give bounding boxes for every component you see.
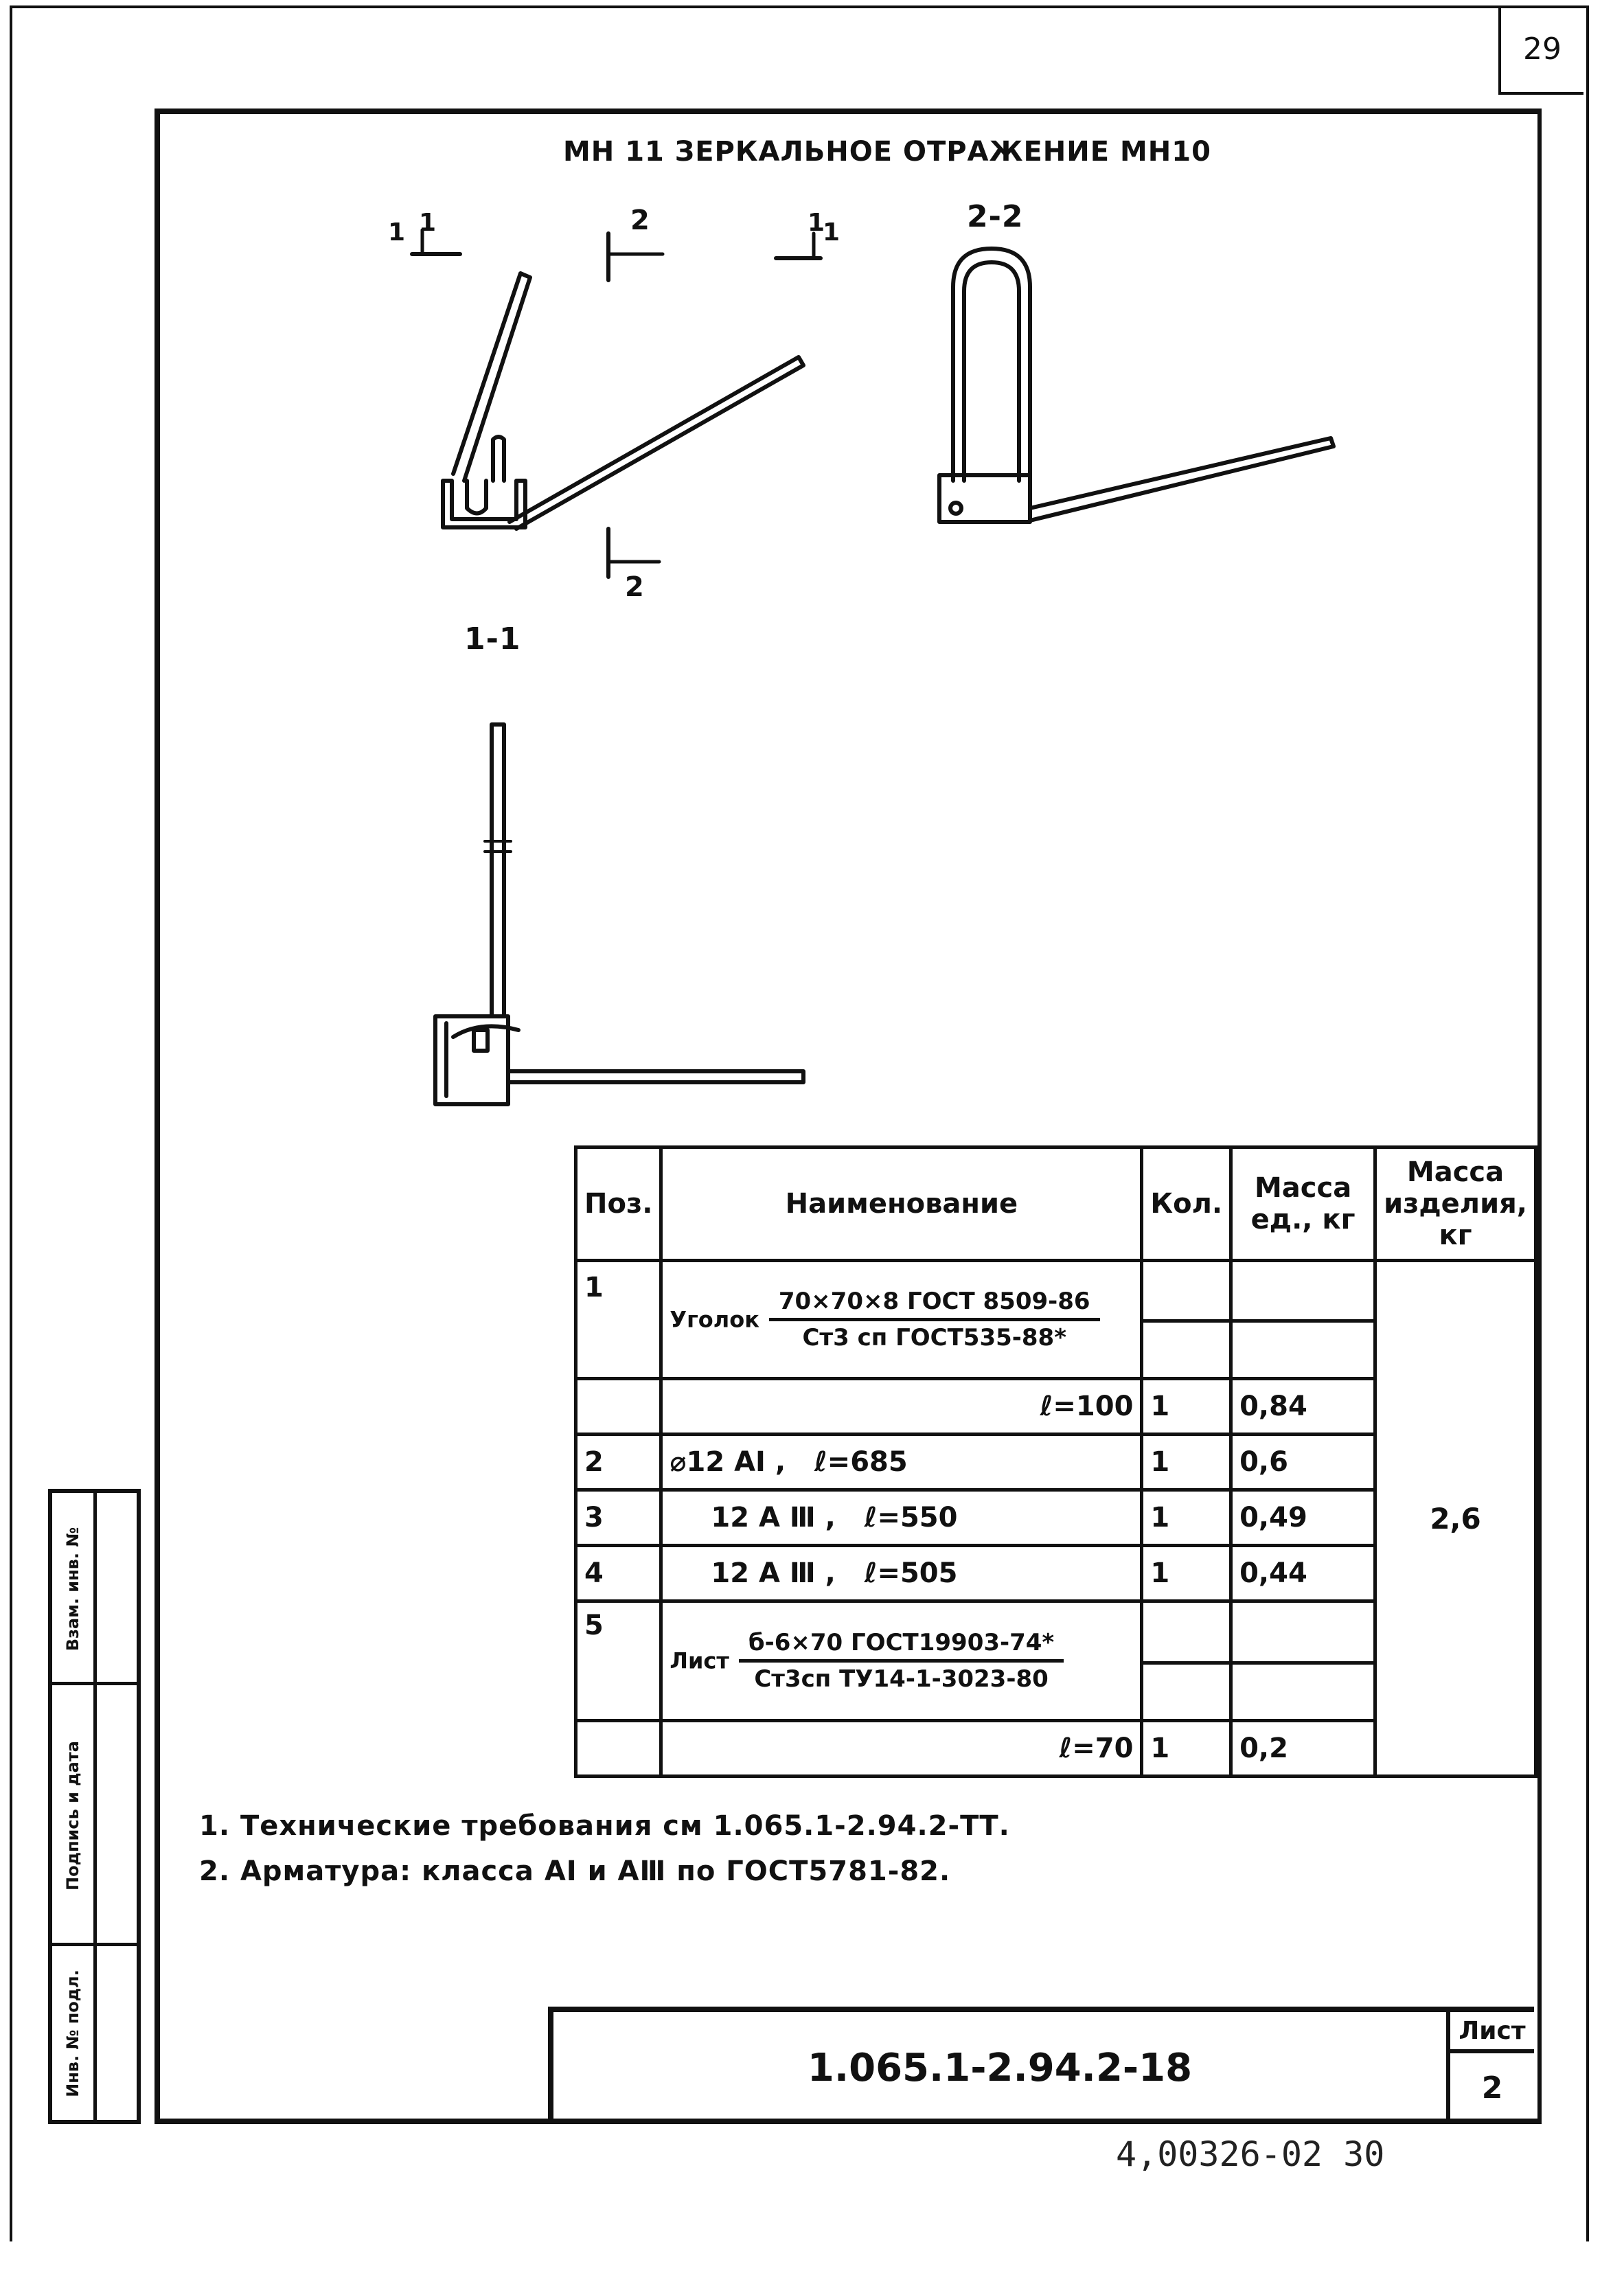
row-mass: 0,2 bbox=[1231, 1721, 1375, 1777]
row-pos bbox=[576, 1379, 661, 1435]
sidebar-cell bbox=[52, 1493, 137, 1685]
row-mass bbox=[1231, 1261, 1375, 1321]
row-name: 12 А Ⅲ , ℓ=505 bbox=[661, 1546, 1142, 1601]
header-pos: Поз. bbox=[576, 1148, 661, 1261]
section-mark-b-top: 2 bbox=[630, 205, 650, 236]
title-block bbox=[548, 2007, 1534, 2124]
page-number: 29 bbox=[1498, 5, 1583, 95]
view-label-1-1: 1-1 bbox=[464, 621, 521, 657]
row-name bbox=[661, 1261, 1142, 1379]
row-mass: 0,84 bbox=[1231, 1379, 1375, 1435]
sheet-number: 2 bbox=[1481, 2070, 1503, 2105]
row-qty: 1 bbox=[1142, 1721, 1231, 1777]
row-qty: 1 bbox=[1142, 1379, 1231, 1435]
note-2: 2. Арматура: класса АI и АⅢ по ГОСТ5781-82. bbox=[199, 1856, 951, 1887]
approval-sidebar bbox=[48, 1489, 141, 2124]
table-row bbox=[576, 1261, 1536, 1321]
row-mass: 0,6 bbox=[1231, 1435, 1375, 1490]
row-mass bbox=[1231, 1663, 1375, 1721]
item-name: Уголок bbox=[670, 1306, 759, 1333]
header-unit-mass: Масса ед., кг bbox=[1231, 1148, 1375, 1261]
row-qty: 1 bbox=[1142, 1490, 1231, 1546]
row-mass: 0,49 bbox=[1231, 1490, 1375, 1546]
row-qty bbox=[1142, 1663, 1231, 1721]
row-length: ℓ=70 bbox=[661, 1721, 1142, 1777]
section-2-2-view bbox=[939, 249, 1334, 522]
fraction-numerator: б-6×70 ГОСТ19903-74* bbox=[739, 1629, 1064, 1663]
row-name: ⌀12 АI , ℓ=685 bbox=[661, 1435, 1142, 1490]
header-qty: Кол. bbox=[1142, 1148, 1231, 1261]
main-view bbox=[443, 273, 803, 529]
sidebar-label-signature-date: Подпись и дата bbox=[63, 1741, 82, 1891]
fraction-numerator: 70×70×8 ГОСТ 8509-86 bbox=[769, 1288, 1100, 1321]
total-mass: 2,6 bbox=[1375, 1261, 1536, 1777]
section-mark-c-left: 1 bbox=[808, 209, 826, 237]
view-label-2-2: 2-2 bbox=[967, 199, 1024, 234]
item-name: Лист bbox=[670, 1647, 729, 1674]
sheet-cell bbox=[1446, 2012, 1534, 2124]
sidebar-cell bbox=[52, 1685, 137, 1946]
header-name: Наименование bbox=[661, 1148, 1142, 1261]
section-mark-b-bottom: 2 bbox=[625, 571, 645, 603]
row-mass bbox=[1231, 1321, 1375, 1379]
row-length: ℓ=100 bbox=[661, 1379, 1142, 1435]
fraction-denominator: Ст3 сп ГОСТ535-88* bbox=[802, 1324, 1066, 1351]
spec-header-row bbox=[576, 1148, 1536, 1261]
row-pos: 4 bbox=[576, 1546, 661, 1601]
sidebar-label-replace-inv: Взам. инв. № bbox=[63, 1527, 82, 1652]
item-fraction bbox=[739, 1629, 1064, 1693]
item-fraction bbox=[769, 1288, 1100, 1351]
note-1: 1. Технические требования см 1.065.1-2.94.2-ТТ. bbox=[199, 1810, 1010, 1842]
row-mass: 0,44 bbox=[1231, 1546, 1375, 1601]
section-mark-c-right: 1 bbox=[823, 218, 841, 247]
row-pos: 1 bbox=[576, 1261, 661, 1379]
row-pos: 3 bbox=[576, 1490, 661, 1546]
section-mark-a-left: 1 bbox=[388, 218, 407, 247]
section-mark-a-right: 1 bbox=[419, 209, 437, 237]
header-item-mass: Масса изделия, кг bbox=[1375, 1148, 1536, 1261]
row-qty bbox=[1142, 1261, 1231, 1321]
fraction-denominator: Ст3сп ТУ14-1-3023-80 bbox=[754, 1665, 1049, 1693]
spec-table bbox=[574, 1145, 1537, 1778]
row-qty: 1 bbox=[1142, 1546, 1231, 1601]
row-name: 12 А Ⅲ , ℓ=550 bbox=[661, 1490, 1142, 1546]
row-name bbox=[661, 1601, 1142, 1721]
row-qty bbox=[1142, 1601, 1231, 1663]
row-qty bbox=[1142, 1321, 1231, 1379]
row-pos: 2 bbox=[576, 1435, 661, 1490]
row-mass bbox=[1231, 1601, 1375, 1663]
row-pos: 5 bbox=[576, 1601, 661, 1721]
document-number: 1.065.1-2.94.2-18 bbox=[807, 2046, 1193, 2090]
sidebar-label-inv-original: Инв. № подл. bbox=[63, 1969, 82, 2097]
drawing-title: МН 11 ЗЕРКАЛЬНОЕ ОТРАЖЕНИЕ МН10 bbox=[563, 136, 1211, 168]
section-1-1-view bbox=[435, 724, 803, 1104]
archive-stamp: 4,00326-02 30 bbox=[1116, 2134, 1385, 2174]
row-qty: 1 bbox=[1142, 1435, 1231, 1490]
sheet-label: Лист bbox=[1450, 2012, 1534, 2053]
row-pos bbox=[576, 1721, 661, 1777]
